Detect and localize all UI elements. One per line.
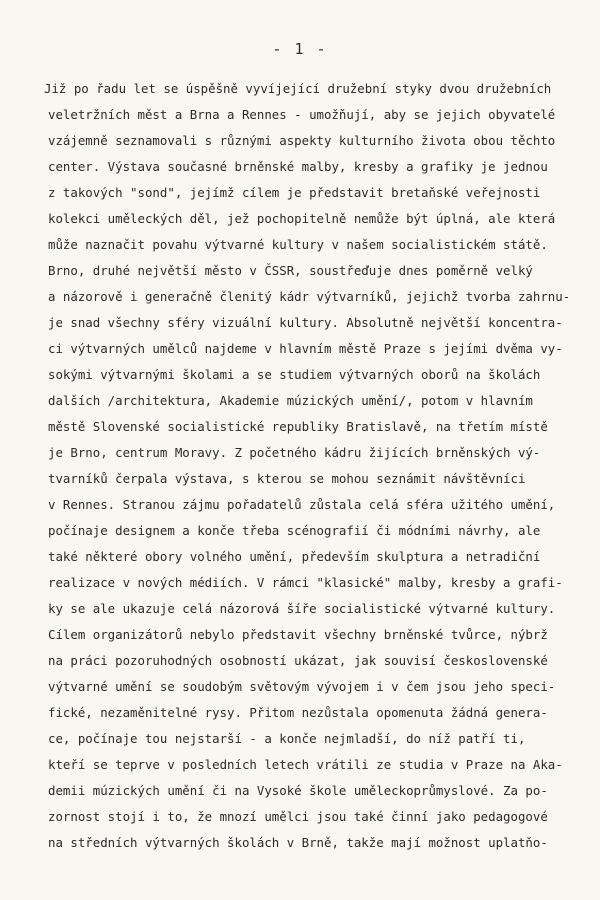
text-line: kteří se teprve v posledních letech vrátili ze studia v Praze na Aka-: [48, 757, 563, 772]
text-line: veletržních měst a Brna a Rennes - umožňují, aby se jejich obyvatelé: [48, 107, 556, 122]
text-line: výtvarné umění se soudobým světovým vývojem i v čem jsou jeho speci-: [48, 679, 556, 694]
text-line: Cílem organizátorů nebylo představit všechny brněnské tvůrce, nýbrž: [48, 627, 548, 642]
text-line: městě Slovenské socialistické republiky Bratislavě, na třetím místě: [48, 419, 548, 434]
text-line: na středních výtvarných školách v Brně, takže mají možnost uplatňo-: [48, 835, 548, 850]
text-line: může naznačit povahu výtvarné kultury v našem socialistickém státě.: [48, 237, 548, 252]
text-line: realizace v nových médiích. V rámci "klasické" malby, kresby a grafi-: [48, 575, 563, 590]
text-line: je snad všechny sféry vizuální kultury. Absolutně největší koncentra-: [48, 315, 563, 330]
text-line: ky se ale ukazuje celá názorová šíře socialistické výtvarné kultury.: [48, 601, 556, 616]
text-line: vzájemně seznamovali s různými aspekty kulturního života obou těchto: [48, 133, 556, 148]
text-line: je Brno, centrum Moravy. Z početného kádru žijících brněnských vý-: [48, 445, 541, 460]
page-number: - 1 -: [272, 40, 328, 58]
text-line: fické, nezaměnitelné rysy. Přitom nezůstala opomenuta žádná genera-: [48, 705, 548, 720]
text-line: sokými výtvarnými školami a se studiem výtvarných oborů na školách: [48, 367, 541, 382]
text-line: a názorově i generačně členitý kádr výtvarníků, jejichž tvorba zahrnu-: [48, 289, 571, 304]
text-line: Brno, druhé největší město v ČSSR, soustřeďuje dnes poměrně velký: [48, 263, 533, 278]
text-line: počínaje designem a konče třeba scénografií či módními návrhy, ale: [48, 523, 541, 538]
text-line: dalších /architektura, Akademie múzických umění/, potom v hlavním: [48, 393, 533, 408]
text-line: ci výtvarných umělců najdeme v hlavním městě Praze s jejími dvěma vy-: [48, 341, 563, 356]
text-line: Již po řadu let se úspěšně vyvíjející družební styky dvou družebních: [44, 81, 552, 96]
text-line: tvarníků čerpala výstava, s kterou se mohou seznámit návštěvníci: [48, 471, 526, 486]
text-line: na práci pozoruhodných osobností ukázat, jak souvisí československé: [48, 653, 548, 668]
text-line: kolekci uměleckých děl, jež pochopitelně nemůže být úplná, ale která: [48, 211, 556, 226]
text-line: ce, počínaje tou nejstarší - a konče nejmladší, do níž patří ti,: [48, 731, 526, 746]
text-line: center. Výstava současné brněnské malby, kresby a grafiky je jednou: [48, 159, 548, 174]
text-line: z takových "sond", jejímž cílem je představit bretaňské veřejnosti: [48, 185, 541, 200]
text-line: demii múzických umění či na Vysoké škole uměleckoprůmyslové. Za po-: [48, 783, 548, 798]
text-line: také některé obory volného umění, především skulptura a netradiční: [48, 549, 541, 564]
text-line: v Rennes. Stranou zájmu pořadatelů zůstala celá sféra užitého umění,: [48, 497, 556, 512]
text-line: zornost stojí i to, že mnozí umělci jsou také činní jako pedagogové: [48, 809, 548, 824]
